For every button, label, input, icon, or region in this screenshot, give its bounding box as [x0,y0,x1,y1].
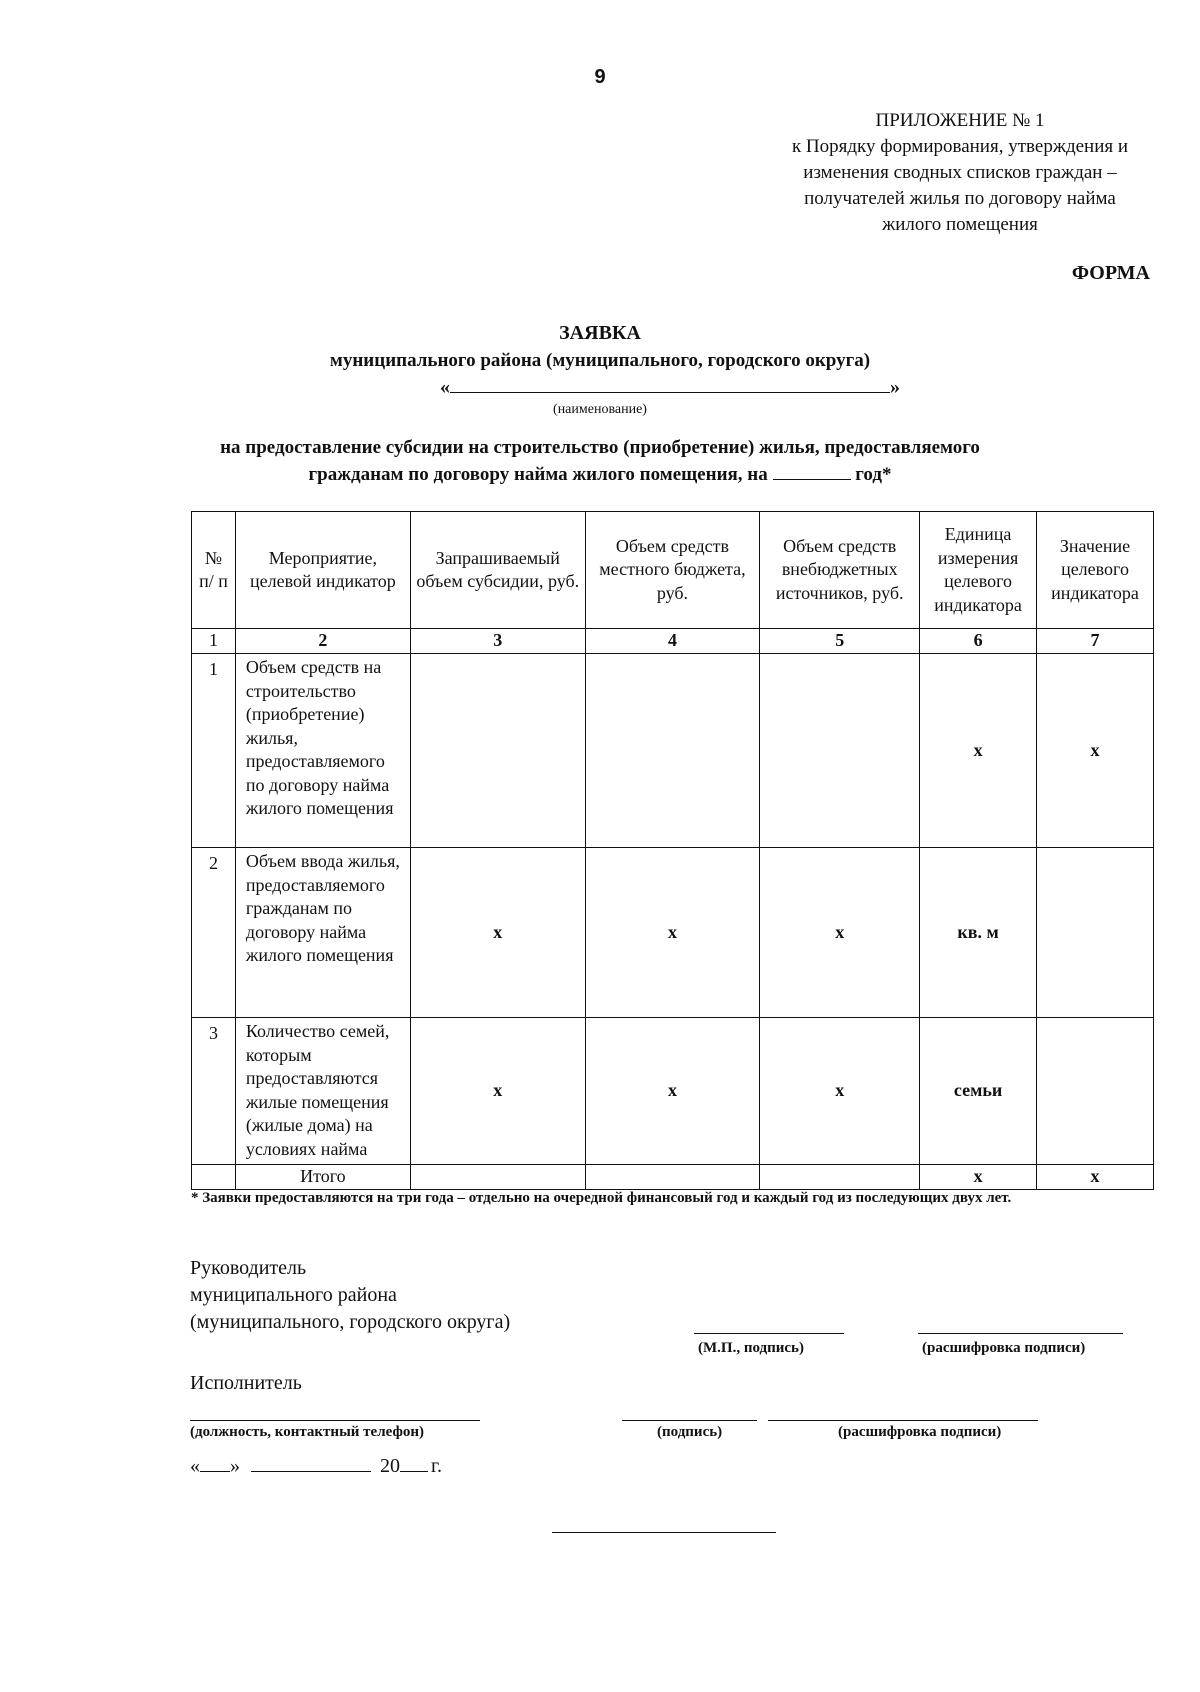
header-cell: Единица измерения целевого индикатора [920,512,1037,629]
purpose-line-1: на предоставление субсидии на строительство (приобретение) жилья, предоставляемого [220,437,980,458]
total-local-budget[interactable] [585,1165,760,1190]
row-name: Количество семей, которым предоставляются жилые помещения (жилые дома) на условиях найма [235,1018,410,1165]
executor-decode-line[interactable] [768,1420,1038,1421]
total-row [192,1165,1154,1190]
head-title-line: Руководитель [190,1257,307,1279]
month-blank[interactable] [251,1455,371,1472]
cell-indicator-value[interactable] [1037,1018,1154,1165]
executor-label: Исполнитель [190,1372,302,1394]
column-number-row [192,629,1154,654]
cell-unit: кв. м [920,848,1037,1018]
total-extrabudgetary[interactable] [760,1165,920,1190]
column-number: 2 [235,629,410,654]
table-row [192,654,1154,848]
header-cell: № п/ п [192,512,236,629]
total-unit: х [920,1165,1037,1190]
year-blank-date[interactable] [400,1455,428,1472]
document-title: ЗАЯВКА [559,322,641,344]
column-number: 4 [585,629,760,654]
cell-indicator-value[interactable] [1037,848,1154,1018]
name-caption: (наименование) [553,402,647,417]
cell-local-budget: х [585,848,760,1018]
row-number: 2 [192,848,236,1018]
executor-decode-caption: (расшифровка подписи) [838,1424,1002,1440]
year-prefix: 20 [380,1455,400,1477]
header-cell: Запрашиваемый объем субсидии, руб. [410,512,585,629]
total-indicator-value: х [1037,1165,1154,1190]
year-suffix: г. [431,1455,442,1477]
purpose-text [0,434,1200,488]
day-blank[interactable] [200,1455,230,1472]
cell-local-budget: х [585,1018,760,1165]
total-empty-cell [192,1165,236,1190]
column-number: 3 [410,629,585,654]
open-quote: « [440,376,450,398]
appendix-line: к Порядку формирования, утверждения и [791,136,1129,157]
cell-subsidy: х [410,848,585,1018]
column-number: 7 [1037,629,1154,654]
year-blank[interactable] [773,463,851,480]
head-title-line: (муниципального, городского округа) [190,1311,511,1333]
total-subsidy[interactable] [410,1165,585,1190]
appendix-line: получателей жилья по договору найма [804,188,1116,209]
cell-extrabudgetary: х [760,1018,920,1165]
cell-extrabudgetary: х [760,848,920,1018]
purpose-line-2-text: гражданам по договору найма жилого помещения, на [308,464,768,485]
executor-signature-caption: (подпись) [657,1424,723,1440]
cell-indicator-value: х [1037,654,1154,848]
purpose-line-2 [0,461,1200,488]
closing-divider [552,1532,776,1533]
date-close-quote: » [230,1455,240,1477]
name-blank-line[interactable] [450,374,890,393]
column-number: 5 [760,629,920,654]
total-label: Итого [235,1165,410,1190]
header-cell: Мероприятие, целевой индикатор [235,512,410,629]
cell-unit: х [920,654,1037,848]
cell-unit: семьи [920,1018,1037,1165]
appendix-line: ПРИЛОЖЕНИЕ № 1 [875,110,1045,131]
appendix-header [700,108,1200,238]
close-quote: » [890,376,900,398]
document-subtitle: муниципального района (муниципального, городского округа) [329,350,871,371]
head-signature-block [190,1255,510,1336]
date-row [190,1455,442,1478]
row-number: 3 [192,1018,236,1165]
cell-subsidy[interactable] [410,654,585,848]
stamp-signature-caption: (М.П., подпись) [698,1340,804,1356]
application-table [191,511,1154,1190]
row-name: Объем ввода жилья, предоставляемого гражданам по договору найма жилого помещения [235,848,410,1018]
executor-signature-line[interactable] [622,1420,757,1421]
executor-position-caption: (должность, контактный телефон) [190,1424,424,1440]
table-row [192,848,1154,1018]
cell-extrabudgetary[interactable] [760,654,920,848]
header-cell: Объем средств местного бюджета, руб. [585,512,760,629]
column-number: 1 [192,629,236,654]
table-row [192,1018,1154,1165]
header-row [192,512,1154,629]
purpose-year-suffix: год* [855,464,892,485]
executor-position-line[interactable] [190,1420,480,1421]
date-open-quote: « [190,1455,200,1477]
header-cell: Значение целевого индикатора [1037,512,1154,629]
name-field[interactable] [440,374,900,399]
appendix-line: изменения сводных списков граждан – [803,162,1117,183]
column-number: 6 [920,629,1037,654]
header-cell: Объем средств внебюджетных источников, руб. [760,512,920,629]
row-number: 1 [192,654,236,848]
head-decode-caption: (расшифровка подписи) [922,1340,1086,1356]
head-title-line: муниципального района [190,1284,397,1306]
appendix-line: жилого помещения [882,214,1038,235]
head-decode-line[interactable] [918,1333,1123,1334]
page-number: 9 [594,66,606,88]
cell-local-budget[interactable] [585,654,760,848]
row-name: Объем средств на строительство (приобретение) жилья, предоставляемого по договору найма жилого помещения [235,654,410,848]
form-label: ФОРМА [1071,262,1150,284]
cell-subsidy: х [410,1018,585,1165]
head-signature-line[interactable] [694,1333,844,1334]
footnote: * Заявки предоставляются на три года – отдельно на очередной финансовый год и каждый год из последующих двух лет. [191,1190,1012,1206]
